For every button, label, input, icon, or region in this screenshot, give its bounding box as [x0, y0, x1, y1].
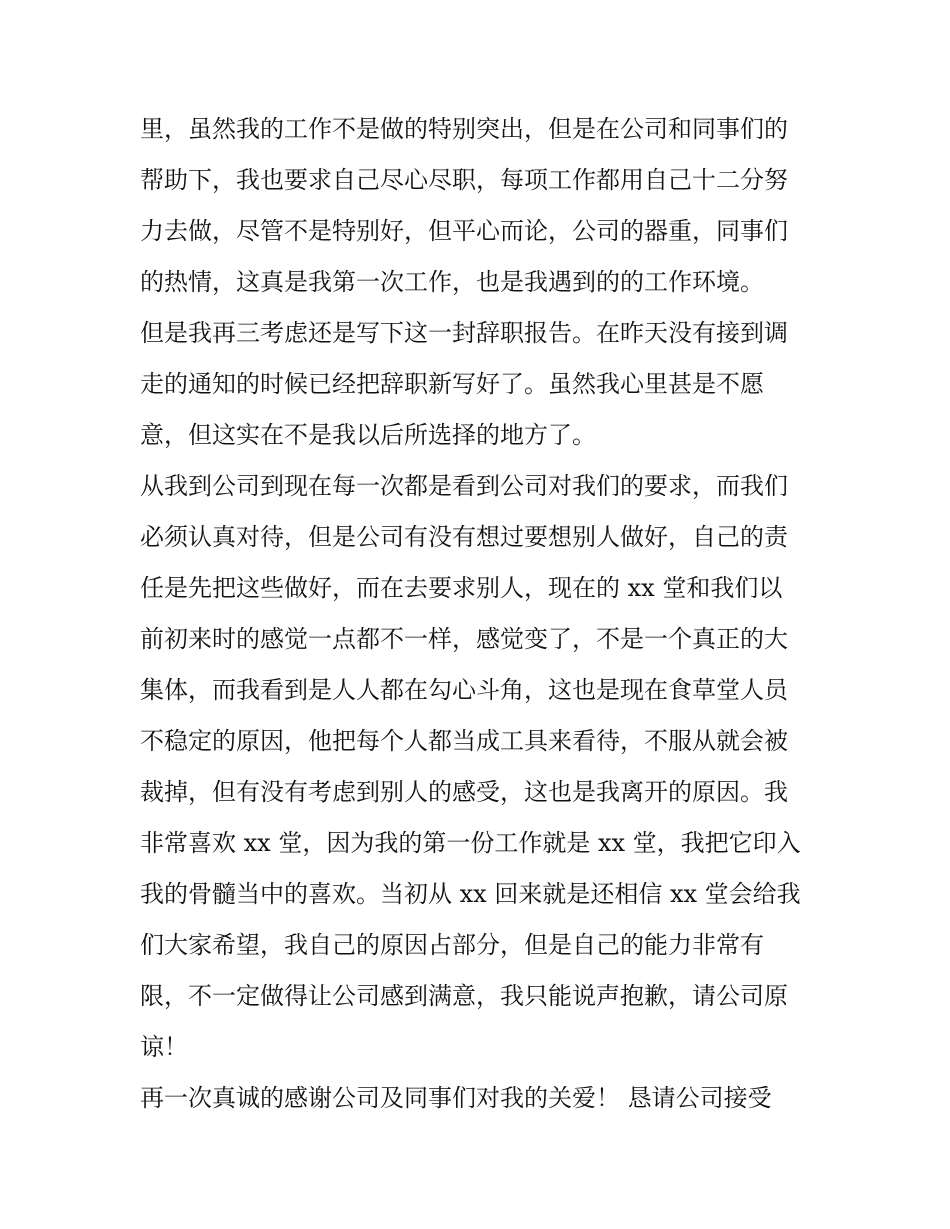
text-line: 里，虽然我的工作不是做的特别突出，但是在公司和同事们的 [140, 115, 788, 143]
text-line: 裁掉，但有没有考虑到别人的感受，这也是我离开的原因。我 [140, 778, 788, 806]
text-line: 限，不一定做得让公司感到满意，我只能说声抱歉，请公司原 [140, 982, 788, 1010]
text-line: 走的通知的时候已经把辞职新写好了。虽然我心里甚是不愿 [140, 370, 764, 398]
text-line: 不稳定的原因，他把每个人都当成工具来看待，不服从就会被 [140, 727, 788, 755]
text-line: 谅！ [140, 1033, 188, 1061]
text-line: 但是我再三考虑还是写下这一封辞职报告。在昨天没有接到调 [140, 319, 788, 347]
text-line: 帮助下，我也要求自己尽心尽职，每项工作都用自己十二分努 [140, 166, 788, 194]
text-line: 力去做，尽管不是特别好，但平心而论，公司的器重，同事们 [140, 217, 788, 245]
text-line: 前初来时的感觉一点都不一样，感觉变了，不是一个真正的大 [140, 625, 788, 653]
text-line: 从我到公司到现在每一次都是看到公司对我们的要求，而我们 [140, 472, 788, 500]
text-line: 们大家希望，我自己的原因占部分，但是自己的能力非常有 [140, 931, 764, 959]
text-line: 集体，而我看到是人人都在勾心斗角，这也是现在食草堂人员 [140, 676, 788, 704]
text-line: 再一次真诚的感谢公司及同事们对我的关爱！ 恳请公司接受 [140, 1084, 772, 1112]
text-line: 意，但这实在不是我以后所选择的地方了。 [140, 421, 596, 449]
text-line: 我的骨髓当中的喜欢。当初从 xx 回来就是还相信 xx 堂会给我 [140, 880, 801, 908]
text-line: 必须认真对待，但是公司有没有想过要想别人做好，自己的责 [140, 523, 788, 551]
text-line: 的热情，这真是我第一次工作，也是我遇到的的工作环境。 [140, 268, 764, 296]
text-line: 任是先把这些做好，而在去要求别人，现在的 xx 堂和我们以 [140, 574, 783, 602]
document-body [140, 104, 816, 1124]
text-line: 非常喜欢 xx 堂，因为我的第一份工作就是 xx 堂，我把它印入 [140, 829, 801, 857]
